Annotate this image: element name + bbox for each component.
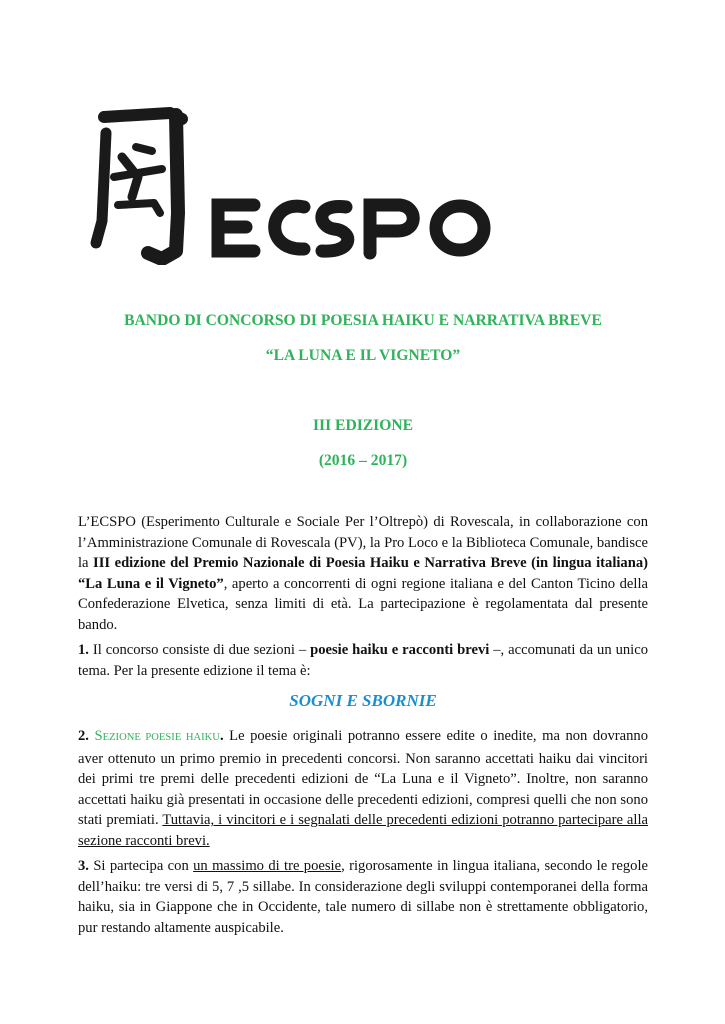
moon-glyph-icon (96, 113, 182, 259)
article-text-end: –, accomunati da un unico tema. Per la presente edizione il tema è: (78, 642, 648, 679)
article-number: 2. (78, 728, 89, 744)
article-text-end: , rigorosamente in lingua italiana, secondo le regole dell’haiku: tre versi di 5, 7 ,5 sillabe. In considerazione degli sviluppi contemporanei della forma haiku, sia in Giappone che in Occidente, tale numero di sillabe non è strettamente obbligatorio, pur restando altamente auspicabile. (78, 858, 648, 936)
ecspo-logo (78, 93, 498, 265)
section-heading: SEZIONE POESIE HAIKU (88, 728, 220, 744)
section-heading-dot: . (219, 728, 224, 744)
article-text: Le poesie originali potranno essere edite o inedite, ma non dovranno aver ottenuto un primo premio in precedenti concorsi. Non saranno accettati haiku dai vincitori dei primi tre premi delle precedenti edizioni de “La Luna e il Vigneto”. Inoltre, non saranno accettati haiku già presentati in occasione delle precedenti edizioni, compresi quelli che non sono stati premiati. (78, 728, 649, 829)
intro-text-end: , aperto a concorrenti di ogni regione italiana e del Canton Ticino della Confederazione Elvetica, senza limiti di età. La partecipazione è regolamentata dal presente bando. (78, 575, 648, 633)
article-3 (78, 856, 648, 938)
article-bold: poesie haiku e racconti brevi (310, 642, 490, 658)
article-number: 1. (78, 642, 89, 658)
intro-text: L’ECSPO (Esperimento Culturale e Sociale Per l’Oltrepò) di Rovescala, in collaborazione con l’Amministrazione Comunale di Rovescala (PV), la Pro Loco e la Biblioteca Comunale, bandisce la (78, 514, 648, 572)
theme-title: SOGNI E SBORNIE (289, 691, 437, 710)
ecspo-lettering (218, 205, 484, 253)
article-underlined: un massimo di tre poesie (193, 858, 342, 874)
document-title: BANDO DI CONCORSO DI POESIA HAIKU E NARRATIVA BREVE (124, 312, 602, 329)
article-text: Il concorso consiste di due sezioni – (88, 642, 311, 658)
edition-label: III EDIZIONE (312, 417, 414, 434)
logo-text: ECSPO (78, 93, 82, 94)
article-1 (78, 640, 648, 681)
intro-bold: III edizione del Premio Nazionale di Poesia Haiku e Narrativa Breve (in lingua italiana) “La Luna e il Vigneto” (78, 555, 648, 592)
edition-years: (2016 – 2017) (318, 452, 408, 469)
article-2 (78, 726, 648, 852)
article-number: 3. (78, 858, 89, 874)
article-underlined: Tuttavia, i vincitori e i segnalati delle precedenti edizioni potranno partecipare alla sezione racconti brevi. (78, 812, 648, 849)
contest-name: “LA LUNA E IL VIGNETO” (265, 347, 461, 364)
article-text: Si partecipa con (88, 858, 194, 874)
intro-paragraph (78, 512, 648, 636)
